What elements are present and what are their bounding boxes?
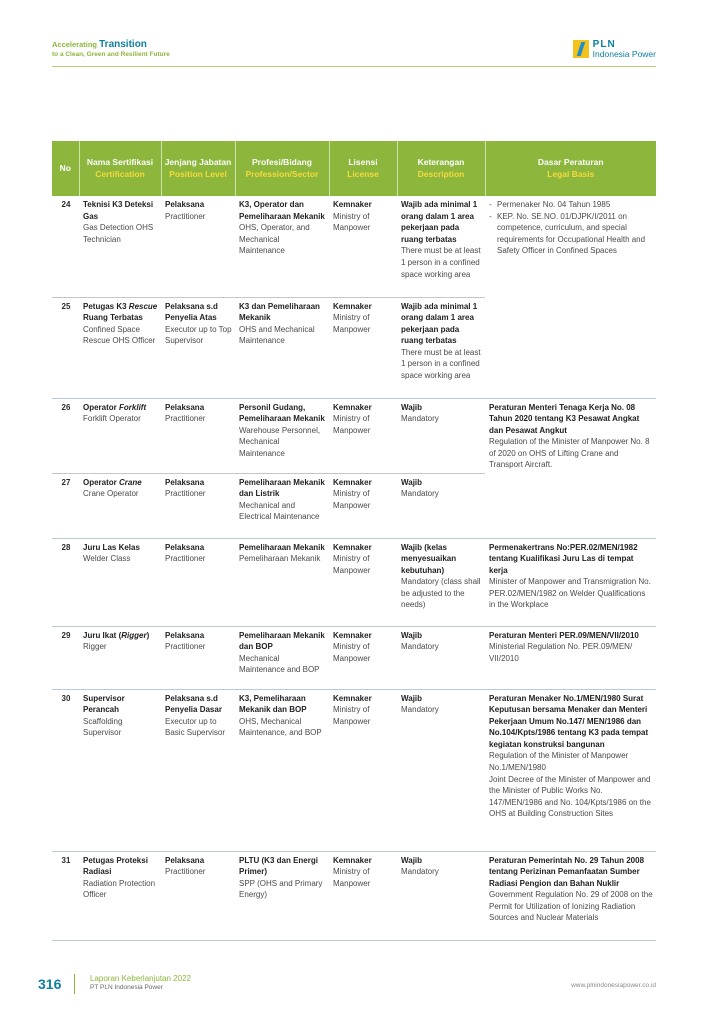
header-license: Lisensi License xyxy=(329,141,397,196)
row-number: 28 xyxy=(52,538,79,626)
legal-basis-cell: Peraturan Menteri Tenaga Kerja No. 08 Tahun 2020 tentang K3 Pesawat Angkat dan Pesawat Angkut Regulation of the Minister of Manpower No. 8 of 2020 on OHS of Lifting Crane and Transport Aircraft. xyxy=(485,398,656,538)
license-cell: Kemnaker Ministry of Manpower xyxy=(329,196,397,297)
logo-sub: Indonesia Power xyxy=(592,49,656,59)
sector-cell: K3, Pemeliharaan Mekanik dan BOP OHS, Mechanical Maintenance, and BOP xyxy=(235,689,329,851)
cert-cell: Operator Crane Crane Operator xyxy=(79,473,161,538)
row-number: 30 xyxy=(52,689,79,851)
description-cell: Wajib ada minimal 1 orang dalam 1 area pekerjaan pada ruang terbatas There must be at least 1 person in a confined space working area xyxy=(397,196,485,297)
legal-basis-cell: Peraturan Menteri PER.09/MEN/VII/2010 Ministerial Regulation No. PER.09/MEN/ VII/2010 xyxy=(485,626,656,689)
description-cell: Wajib ada minimal 1 orang dalam 1 area pekerjaan pada ruang terbatas There must be at least 1 person in a confined space working area xyxy=(397,297,485,398)
row-number: 25 xyxy=(52,297,79,398)
license-cell: Kemnaker Ministry of Manpower xyxy=(329,626,397,689)
description-cell: Wajib Mandatory xyxy=(397,689,485,851)
cert-cell: Operator Forklift Forklift Operator xyxy=(79,398,161,473)
description-cell: Wajib Mandatory xyxy=(397,473,485,538)
page-footer xyxy=(38,970,656,1000)
row-number: 27 xyxy=(52,473,79,538)
cert-cell: Supervisor Perancah Scaffolding Supervisor xyxy=(79,689,161,851)
row-number: 24 xyxy=(52,196,79,297)
legal-basis-cell: Permenakertrans No:PER.02/MEN/1982 tentang Kualifikasi Juru Las di tempat kerja Minister of Manpower and Transmigration No. PER.02/MEN/1982 on Welder Qualifications in the Workplace xyxy=(485,538,656,626)
description-cell: Wajib Mandatory xyxy=(397,851,485,940)
report-title: Laporan Keberlanjutan 2022 xyxy=(90,974,191,983)
company-logo xyxy=(573,40,656,59)
footer-divider xyxy=(74,974,75,994)
table-row xyxy=(52,851,656,940)
pln-lightning-icon xyxy=(573,40,589,58)
website-link[interactable]: www.plnindonesiapower.co.id xyxy=(571,982,656,989)
list-item: - Permenaker No. 04 Tahun 1985 xyxy=(489,200,611,209)
cert-cell: Juru Las Kelas Welder Class xyxy=(79,538,161,626)
level-cell: Pelaksana Practitioner xyxy=(161,626,235,689)
license-cell: Kemnaker Ministry of Manpower xyxy=(329,297,397,398)
tagline-prefix: Accelerating xyxy=(52,40,98,49)
sector-cell: Pemeliharaan Mekanik dan Listrik Mechanical and Electrical Maintenance xyxy=(235,473,329,538)
license-cell: Kemnaker Ministry of Manpower xyxy=(329,538,397,626)
tagline-accent: Transition xyxy=(99,39,147,50)
list-item: - KEP. No. SE.NO. 01/DJPK/I/2011 on competence, curriculum, and special requirements for Occupational Health and Safety Officer in Confined Spaces xyxy=(489,211,646,256)
description-cell: Wajib (kelas menyesuaikan kebutuhan) Mandatory (class shall be adjusted to the needs) xyxy=(397,538,485,626)
license-cell: Kemnaker Ministry of Manpower xyxy=(329,398,397,473)
cert-cell: Petugas Proteksi Radiasi Radiation Protection Officer xyxy=(79,851,161,940)
license-cell: Kemnaker Ministry of Manpower xyxy=(329,851,397,940)
header-divider xyxy=(52,66,656,67)
sector-cell: K3, Operator dan Pemeliharaan Mekanik OHS, Operator, and Mechanical Maintenance xyxy=(235,196,329,297)
logo-brand: PLN xyxy=(592,39,616,50)
row-number: 26 xyxy=(52,398,79,473)
company-name: PT PLN Indonesia Power xyxy=(90,983,163,991)
table-row xyxy=(52,196,656,297)
level-cell: Pelaksana Practitioner xyxy=(161,398,235,473)
level-cell: Pelaksana s.d Penyelia Dasar Executor up to Basic Supervisor xyxy=(161,689,235,851)
cert-cell: Juru Ikat (Rigger) Rigger xyxy=(79,626,161,689)
certification-table xyxy=(52,141,656,941)
license-cell: Kemnaker Ministry of Manpower xyxy=(329,473,397,538)
sector-cell: Pemeliharaan Mekanik dan BOP Mechanical Maintenance and BOP xyxy=(235,626,329,689)
sector-cell: PLTU (K3 dan Energi Primer) SPP (OHS and Primary Energy) xyxy=(235,851,329,940)
legal-basis-cell: Peraturan Menaker No.1/MEN/1980 Surat Keputusan bersama Menaker dan Menteri Pekerjaan Umum No.147/ MEN/1986 dan No.104/Kpts/1986 tentang K3 pada tempat kegiatan konstruksi bangunan Regulation of the Minister of Manpower No.1/MEN/1980 Joint Decree of the Minister of Manpower and the Minister of Public Works No. 147/MEN/1986 and No. 104/Kpts/1986 on the OHS at Building Construction Sites xyxy=(485,689,656,851)
row-number: 29 xyxy=(52,626,79,689)
level-cell: Pelaksana Practitioner xyxy=(161,538,235,626)
row-number: 31 xyxy=(52,851,79,940)
description-cell: Wajib Mandatory xyxy=(397,626,485,689)
description-cell: Wajib Mandatory xyxy=(397,398,485,473)
table-row xyxy=(52,689,656,851)
level-cell: Pelaksana Practitioner xyxy=(161,196,235,297)
header-profession-sector: Profesi/Bidang Profession/Sector xyxy=(235,141,329,196)
table-header-row xyxy=(52,141,656,196)
table-row xyxy=(52,538,656,626)
header-certification: Nama Sertifikasi Certification xyxy=(79,141,161,196)
header-description: Keterangan Description xyxy=(397,141,485,196)
legal-basis-cell: Peraturan Pemerintah No. 29 Tahun 2008 tentang Perizinan Pemanfaatan Sumber Radiasi Pengion dan Bahan Nuklir Government Regulation No. 29 of 2008 on the Permit for Utilization of Ionizing Radiation Sources and Nuclear Materials xyxy=(485,851,656,940)
sector-cell: K3 dan Pemeliharaan Mekanik OHS and Mechanical Maintenance xyxy=(235,297,329,398)
table-row xyxy=(52,626,656,689)
level-cell: Pelaksana s.d Penyelia Atas Executor up to Top Supervisor xyxy=(161,297,235,398)
license-cell: Kemnaker Ministry of Manpower xyxy=(329,689,397,851)
sector-cell: Personil Gudang, Pemeliharaan Mekanik Warehouse Personnel, Mechanical Maintenance xyxy=(235,398,329,473)
header-no: No xyxy=(52,141,79,196)
footer-report xyxy=(90,974,191,991)
tagline-sub: to a Clean, Green and Resilient Future xyxy=(52,50,170,58)
sector-cell: Pemeliharaan Mekanik Pemeliharaan Mekanik xyxy=(235,538,329,626)
page-number: 316 xyxy=(38,976,62,992)
header-legal-basis: Dasar Peraturan Legal Basis xyxy=(485,141,656,196)
level-cell: Pelaksana Practitioner xyxy=(161,851,235,940)
legal-basis-cell xyxy=(485,196,656,398)
header-position-level: Jenjang Jabatan Position Level xyxy=(161,141,235,196)
level-cell: Pelaksana Practitioner xyxy=(161,473,235,538)
page-header xyxy=(52,38,656,68)
cert-cell: Petugas K3 Rescue Ruang Terbatas Confined Space Rescue OHS Officer xyxy=(79,297,161,398)
cert-cell: Teknisi K3 Deteksi Gas Gas Detection OHS Technician xyxy=(79,196,161,297)
table-row xyxy=(52,398,656,473)
tagline xyxy=(52,40,170,58)
